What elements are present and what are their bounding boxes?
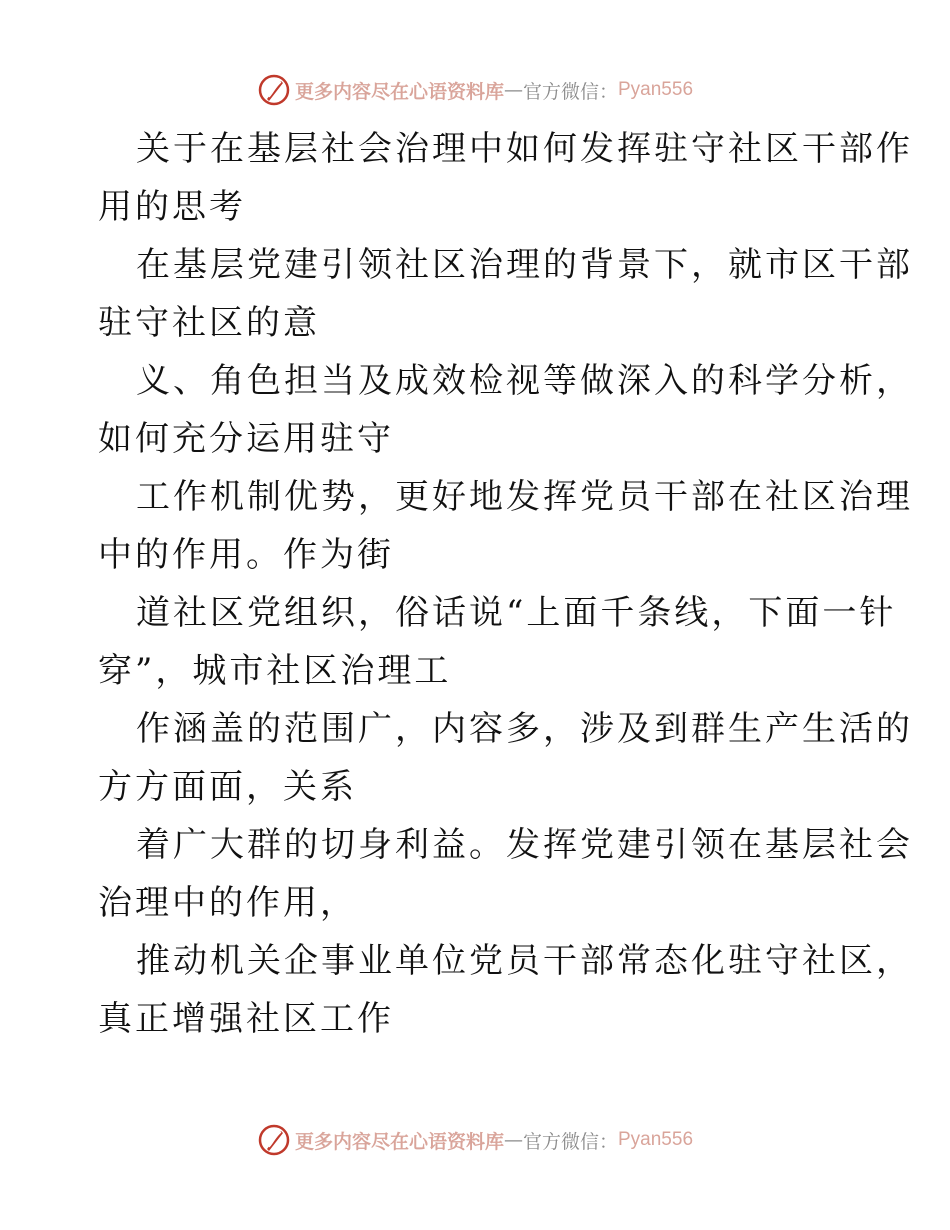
paragraph-line: 工作机制优势，更好地发挥党员干部在社区治理	[136, 477, 913, 517]
header-banner	[0, 70, 950, 110]
banner-dash: —	[503, 79, 523, 101]
quill-logo-icon	[257, 73, 291, 107]
paragraph	[98, 120, 913, 236]
document-body	[98, 120, 913, 1048]
paragraph	[98, 468, 913, 584]
paragraph-line: 在基层党建引领社区治理的背景下，就市区干部	[136, 245, 913, 285]
banner-wechat-id: Pyan556	[618, 79, 694, 100]
banner-dash: —	[503, 1129, 523, 1151]
paragraph-line: 关于在基层社会治理中如何发挥驻守社区干部作	[136, 129, 913, 169]
paragraph-line: 义、角色担当及成效检视等做深入的科学分析，	[136, 361, 913, 401]
paragraph-line: 中的作用。作为街	[98, 535, 394, 575]
paragraph-line: 作涵盖的范围广，内容多，涉及到群生产生活的	[136, 709, 913, 749]
paragraph-line: 用的思考	[98, 187, 246, 227]
banner-main-text: 更多内容尽在心语资料库	[294, 1130, 504, 1153]
paragraph-line: 如何充分运用驻守	[98, 419, 394, 459]
paragraph-line: 穿”，城市社区治理工	[98, 651, 452, 691]
paragraph-line: 驻守社区的意	[98, 303, 320, 343]
paragraph	[98, 236, 913, 352]
banner-main-text: 更多内容尽在心语资料库	[294, 80, 504, 103]
banner-sub-text: 官方微信：	[522, 80, 618, 103]
paragraph	[98, 584, 897, 700]
paragraph	[98, 352, 913, 468]
paragraph-line: 着广大群的切身利益。发挥党建引领在基层社会	[136, 825, 913, 865]
paragraph	[98, 816, 913, 932]
banner-sub-text: 官方微信：	[522, 1130, 618, 1153]
paragraph-line: 方方面面，关系	[98, 767, 357, 807]
footer-banner	[0, 1120, 950, 1160]
paragraph-line: 真正增强社区工作	[98, 999, 394, 1039]
paragraph-line: 推动机关企事业单位党员干部常态化驻守社区，	[136, 941, 913, 981]
banner-wechat-id: Pyan556	[618, 1129, 694, 1150]
paragraph	[98, 700, 913, 816]
paragraph-line: 治理中的作用，	[98, 883, 357, 923]
paragraph	[98, 932, 913, 1048]
quill-logo-icon	[257, 1123, 291, 1157]
paragraph-line: 道社区党组织，俗话说“上面千条线，下面一针	[136, 593, 897, 633]
